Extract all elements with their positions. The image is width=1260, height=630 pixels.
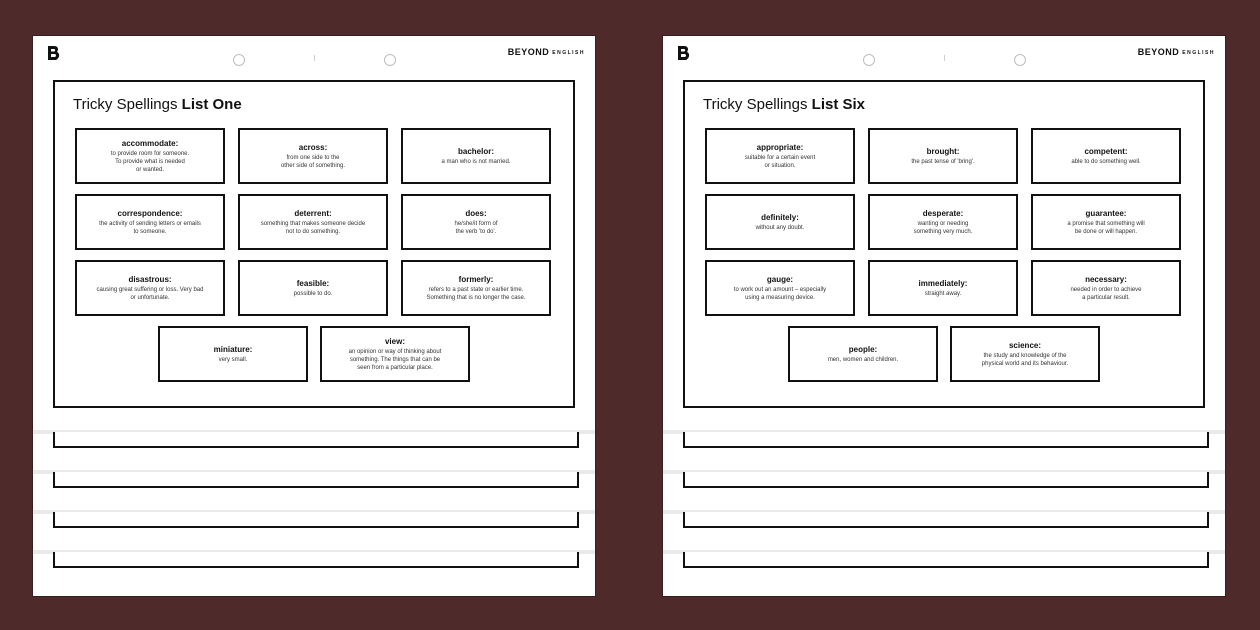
word-card-board xyxy=(53,80,575,408)
card-word: desperate: xyxy=(922,208,964,218)
beyond-logo-icon xyxy=(45,44,63,62)
card-definition: an opinion or way of thinking about something. The things that can be seen from a particular place. xyxy=(348,348,442,371)
card-word: necessary: xyxy=(1085,274,1127,284)
card-word: science: xyxy=(1008,340,1042,350)
card-definition: something that makes someone decide not to do something. xyxy=(260,220,366,235)
stacked-page-frame xyxy=(683,552,1209,568)
card-definition: needed in order to achieve a particular result. xyxy=(1070,286,1142,301)
word-card xyxy=(705,194,855,250)
word-card xyxy=(705,260,855,316)
word-card xyxy=(1031,194,1181,250)
word-card xyxy=(705,128,855,184)
stacked-page-frame xyxy=(53,432,579,448)
card-word: miniature: xyxy=(213,344,253,354)
card-definition: refers to a past state or earlier time. Something that is no longer the case. xyxy=(426,286,526,301)
card-definition: wanting or needing something very much. xyxy=(913,220,973,235)
word-card xyxy=(238,260,388,316)
word-card xyxy=(75,128,225,184)
word-card xyxy=(75,194,225,250)
center-mark xyxy=(314,55,315,61)
word-card xyxy=(75,260,225,316)
card-definition: very small. xyxy=(218,356,248,363)
card-word: correspondence: xyxy=(117,208,183,218)
card-definition: possible to do. xyxy=(293,290,333,297)
word-card xyxy=(238,128,388,184)
word-card xyxy=(401,194,551,250)
card-definition: causing great suffering or loss. Very bad or unfortunate. xyxy=(96,286,204,301)
card-definition: from one side to the other side of something. xyxy=(280,154,346,169)
card-definition: to work out an amount – especially using a measuring device. xyxy=(733,286,827,301)
beyond-logo-icon xyxy=(675,44,693,62)
card-word: brought: xyxy=(926,146,960,156)
card-definition: straight away. xyxy=(924,290,962,297)
card-word: gauge: xyxy=(766,274,794,284)
card-word: formerly: xyxy=(458,274,494,284)
card-word: bachelor: xyxy=(457,146,494,156)
stacked-page-frame xyxy=(53,552,579,568)
brand-wordmark: BEYOND ENGLISH xyxy=(507,47,585,57)
card-word: guarantee: xyxy=(1085,208,1127,218)
card-definition: the past tense of 'bring'. xyxy=(911,158,975,165)
worksheet-page-left xyxy=(33,36,595,596)
punch-hole xyxy=(384,54,396,66)
card-word: immediately: xyxy=(918,278,968,288)
card-definition: he/she/it form of the verb 'to do'. xyxy=(454,220,498,235)
worksheet-page-right xyxy=(663,36,1225,596)
card-definition: without any doubt. xyxy=(755,224,805,231)
card-word: people: xyxy=(848,344,878,354)
punch-hole xyxy=(863,54,875,66)
stacked-page-frame xyxy=(683,472,1209,488)
card-word: across: xyxy=(298,142,328,152)
punch-hole xyxy=(233,54,245,66)
card-word: definitely: xyxy=(761,212,799,222)
word-card-board xyxy=(683,80,1205,408)
stacked-page-frame xyxy=(683,512,1209,528)
brand-wordmark: BEYOND ENGLISH xyxy=(1137,47,1215,57)
stacked-page-frame xyxy=(53,512,579,528)
word-card xyxy=(950,326,1100,382)
word-card xyxy=(401,260,551,316)
word-card xyxy=(320,326,470,382)
card-definition: the study and knowledge of the physical world and its behaviour. xyxy=(981,352,1069,367)
word-card xyxy=(1031,260,1181,316)
word-card xyxy=(788,326,938,382)
word-card xyxy=(868,194,1018,250)
card-definition: suitable for a certain event or situation. xyxy=(744,154,816,169)
word-card xyxy=(401,128,551,184)
word-card xyxy=(238,194,388,250)
word-card xyxy=(868,260,1018,316)
center-mark xyxy=(944,55,945,61)
card-word: competent: xyxy=(1084,146,1128,156)
card-word: feasible: xyxy=(296,278,330,288)
word-card xyxy=(1031,128,1181,184)
word-card xyxy=(158,326,308,382)
punch-hole xyxy=(1014,54,1026,66)
word-card xyxy=(868,128,1018,184)
stacked-page-frame xyxy=(683,432,1209,448)
stacked-page-frame xyxy=(53,472,579,488)
card-definition: men, women and children. xyxy=(827,356,899,363)
sheet-title: Tricky Spellings List Six xyxy=(703,96,866,113)
card-definition: able to do something well. xyxy=(1071,158,1141,165)
sheet-title: Tricky Spellings List One xyxy=(73,96,242,113)
card-word: deterrent: xyxy=(294,208,332,218)
card-definition: a promise that something will be done or will happen. xyxy=(1067,220,1145,235)
card-definition: to provide room for someone. To provide what is needed or wanted. xyxy=(110,150,190,173)
card-word: disastrous: xyxy=(128,274,172,284)
card-word: accommodate: xyxy=(121,138,179,148)
card-word: does: xyxy=(465,208,487,218)
card-word: appropriate: xyxy=(756,142,804,152)
card-definition: a man who is not married. xyxy=(441,158,511,165)
card-word: view: xyxy=(384,336,405,346)
card-definition: the activity of sending letters or emails to someone. xyxy=(99,220,201,235)
